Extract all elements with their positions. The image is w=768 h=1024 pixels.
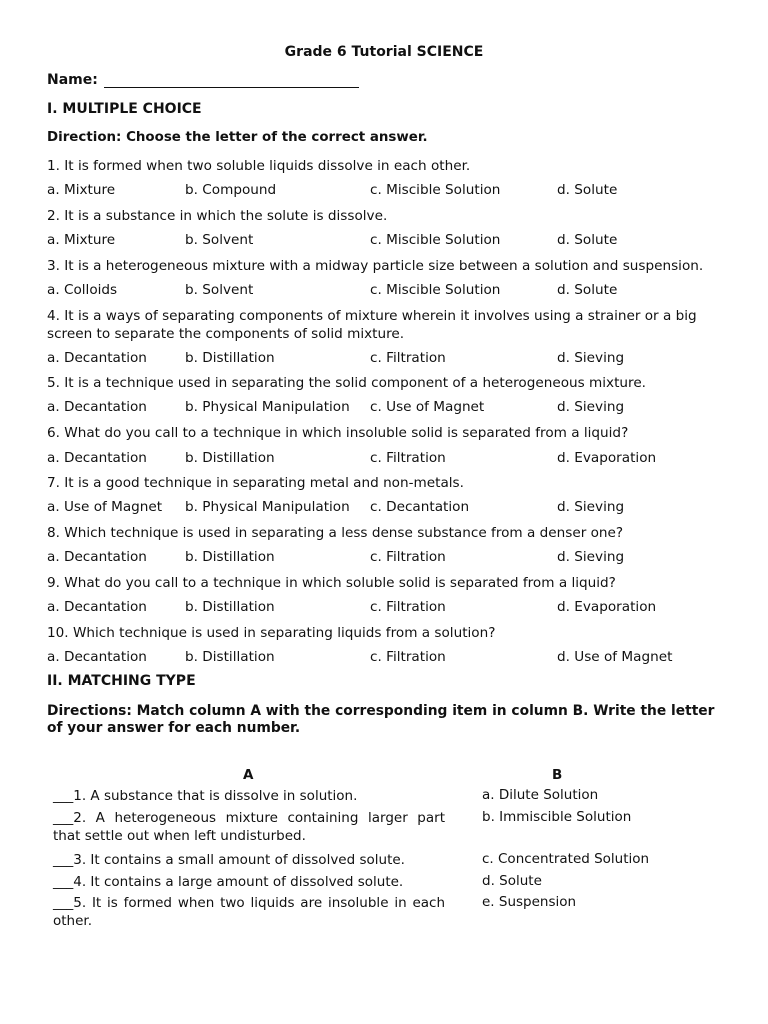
choices-2: [47, 232, 747, 250]
column-b-item-c: c. Concentrated Solution: [482, 851, 650, 867]
choices-6: [47, 450, 747, 468]
question-2: 2. It is a substance in which the solute is dissolve.: [47, 208, 388, 224]
choice-b: b. Physical Manipulation: [185, 399, 350, 415]
choice-b: b. Distillation: [185, 350, 275, 366]
column-a-item-1: ___1. A substance that is dissolve in solution.: [53, 788, 358, 804]
question-7: 7. It is a good technique in separating metal and non-metals.: [47, 475, 464, 491]
choices-9: [47, 599, 747, 617]
column-b-header: B: [552, 767, 563, 783]
column-a-item-5: ___5. It is formed when two liquids are insoluble in each other.: [53, 895, 445, 929]
choices-5: [47, 399, 747, 417]
choice-c: c. Decantation: [370, 499, 470, 515]
choice-c: c. Filtration: [370, 549, 446, 565]
choice-b: b. Physical Manipulation: [185, 499, 350, 515]
section-heading-matching-type: II. MATCHING TYPE: [47, 673, 196, 689]
choice-d: d. Sieving: [557, 549, 625, 565]
choice-d: d. Evaporation: [557, 599, 657, 615]
choice-b: b. Distillation: [185, 450, 275, 466]
choice-d: d. Use of Magnet: [557, 649, 673, 665]
choice-a: a. Decantation: [47, 399, 147, 415]
choices-7: [47, 499, 747, 517]
name-field: [47, 72, 359, 88]
column-a-item-4: ___4. It contains a large amount of dissolved solute.: [53, 874, 404, 890]
column-a-item-2: ___2. A heterogeneous mixture containing larger part that settle out when left undisturbed.: [53, 810, 445, 844]
choice-c: c. Filtration: [370, 649, 446, 665]
choice-b: b. Solvent: [185, 282, 254, 298]
choices-8: [47, 549, 747, 567]
choices-1: [47, 182, 747, 200]
choice-d: d. Solute: [557, 232, 618, 248]
choice-d: d. Sieving: [557, 399, 625, 415]
choice-b: b. Distillation: [185, 549, 275, 565]
choice-a: a. Decantation: [47, 649, 147, 665]
choice-d: d. Solute: [557, 182, 618, 198]
choice-c: c. Miscible Solution: [370, 232, 501, 248]
choice-a: a. Decantation: [47, 599, 147, 615]
choice-a: a. Colloids: [47, 282, 118, 298]
question-5: 5. It is a technique used in separating the solid component of a heterogeneous mixture.: [47, 375, 647, 391]
column-b-item-d: d. Solute: [482, 873, 542, 889]
choice-a: a. Decantation: [47, 549, 147, 565]
choice-c: c. Miscible Solution: [370, 182, 501, 198]
choice-d: d. Evaporation: [557, 450, 657, 466]
page-title: Grade 6 Tutorial SCIENCE: [284, 44, 484, 60]
name-blank-line[interactable]: [104, 73, 359, 88]
choices-3: [47, 282, 747, 300]
section-heading-multiple-choice: I. MULTIPLE CHOICE: [47, 101, 202, 117]
matching-directions: Directions: Match column A with the corresponding item in column B. Write the letter of your answer for each number.: [47, 703, 715, 736]
choice-b: b. Solvent: [185, 232, 254, 248]
choice-b: b. Distillation: [185, 649, 275, 665]
choice-b: b. Distillation: [185, 599, 275, 615]
name-label: Name:: [47, 72, 98, 88]
question-10: 10. Which technique is used in separating liquids from a solution?: [47, 625, 496, 641]
choice-a: a. Decantation: [47, 450, 147, 466]
choice-c: c. Filtration: [370, 350, 446, 366]
choice-c: c. Use of Magnet: [370, 399, 485, 415]
choice-a: a. Decantation: [47, 350, 147, 366]
question-9: 9. What do you call to a technique in which soluble solid is separated from a liquid?: [47, 575, 616, 591]
question-1: 1. It is formed when two soluble liquids dissolve in each other.: [47, 158, 471, 174]
question-6: 6. What do you call to a technique in which insoluble solid is separated from a liquid?: [47, 425, 629, 441]
choices-4: [47, 350, 747, 368]
choice-a: a. Mixture: [47, 182, 116, 198]
choice-c: c. Miscible Solution: [370, 282, 501, 298]
choice-a: a. Use of Magnet: [47, 499, 163, 515]
choice-c: c. Filtration: [370, 450, 446, 466]
question-3: 3. It is a heterogeneous mixture with a midway particle size between a solution and suspension.: [47, 258, 704, 274]
choice-c: c. Filtration: [370, 599, 446, 615]
choices-10: [47, 649, 747, 667]
choice-a: a. Mixture: [47, 232, 116, 248]
choice-d: d. Sieving: [557, 350, 625, 366]
question-4: 4. It is a ways of separating components of mixture wherein it involves using a strainer or a big screen to separate the components of solid mixture.: [47, 308, 697, 342]
column-b-item-b: b. Immiscible Solution: [482, 809, 632, 825]
column-a-header: A: [243, 767, 254, 783]
choice-b: b. Compound: [185, 182, 277, 198]
column-a-item-3: ___3. It contains a small amount of dissolved solute.: [53, 852, 405, 868]
multiple-choice-direction: Direction: Choose the letter of the correct answer.: [47, 130, 428, 145]
column-b-item-a: a. Dilute Solution: [482, 787, 599, 803]
question-8: 8. Which technique is used in separating a less dense substance from a denser one?: [47, 525, 624, 541]
column-b-item-e: e. Suspension: [482, 894, 577, 910]
choice-d: d. Sieving: [557, 499, 625, 515]
choice-d: d. Solute: [557, 282, 618, 298]
